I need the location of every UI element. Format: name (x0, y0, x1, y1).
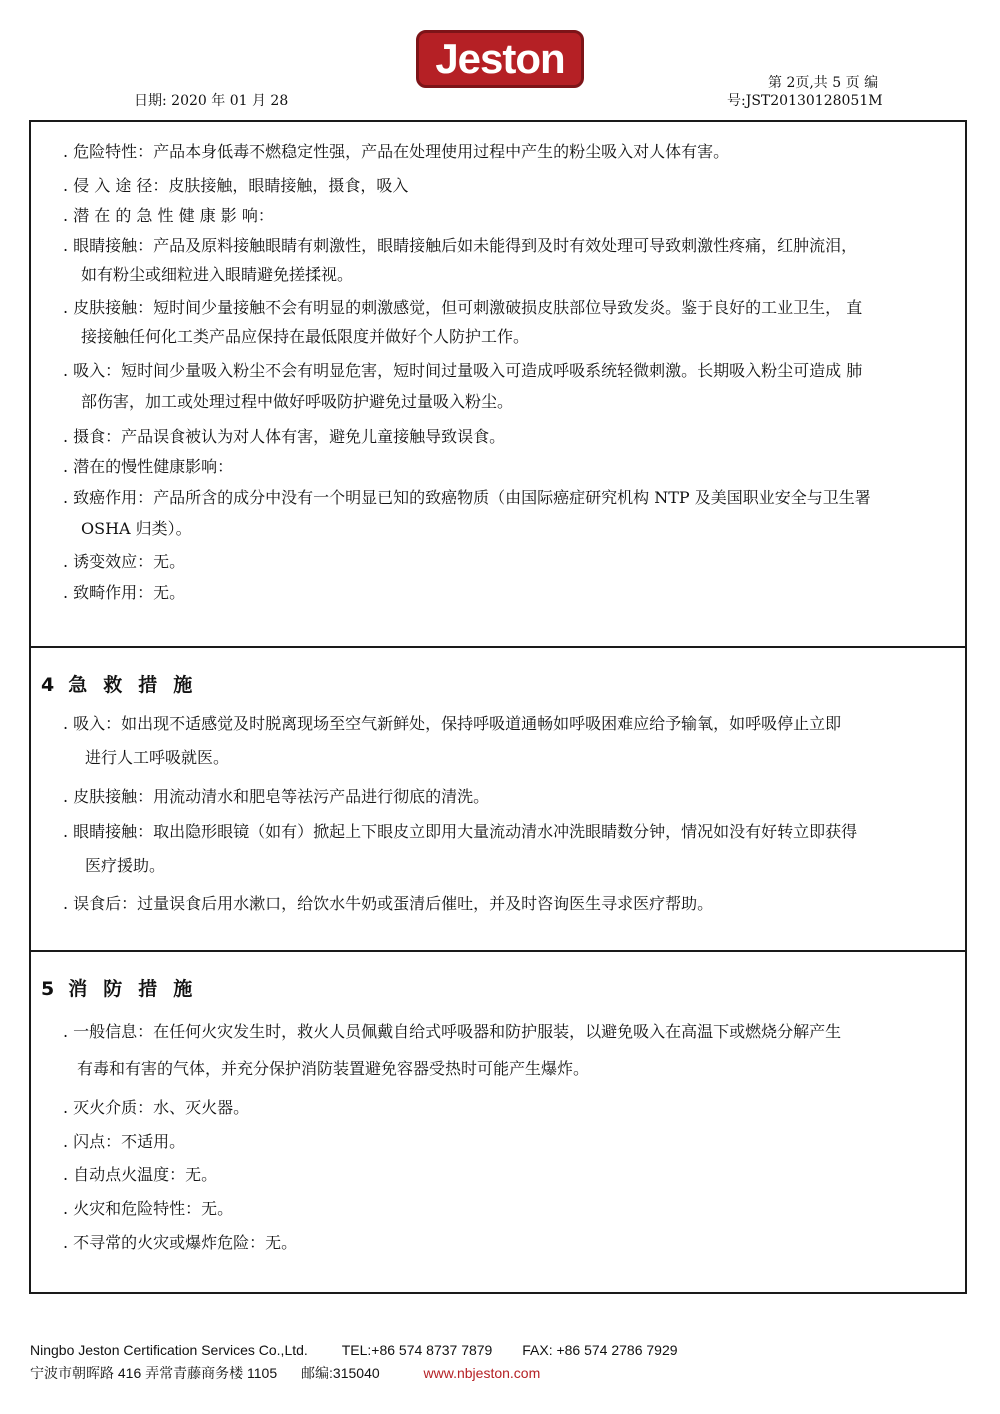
hazard-line: . 摄食：产品误食被认为对人体有害，避免儿童接触导致误食。 (63, 427, 506, 446)
first-aid-line: 医疗援助。 (85, 856, 166, 875)
section-hazards (29, 120, 967, 648)
hazard-line: . 眼睛接触：产品及原料接触眼睛有刺激性，眼睛接触后如未能得到及时有效处理可导致刺激性疼痛，红肿流泪， (63, 236, 858, 255)
section-fire-fighting (29, 950, 967, 1294)
hazard-line: . 致畸作用：无。 (63, 583, 186, 602)
jeston-logo (416, 30, 584, 88)
logo-text: Jeston (435, 35, 565, 82)
hazard-line: . 危险特性：产品本身低毒不燃稳定性强，产品在处理使用过程中产生的粉尘吸入对人体有害。 (63, 142, 730, 161)
section-number: 4 (41, 674, 57, 696)
first-aid-line: . 皮肤接触：用流动清水和肥皂等祛污产品进行彻底的清洗。 (63, 787, 490, 806)
section-number: 5 (41, 978, 57, 1000)
fire-line: . 闪点：不适用。 (63, 1132, 186, 1151)
footer-contact (30, 1342, 678, 1358)
section-heading (41, 670, 208, 697)
hazard-line: OSHA 归类）。 (81, 519, 192, 538)
first-aid-line: . 误食后：过量误食后用水漱口，给饮水牛奶或蛋清后催吐，并及时咨询医生寻求医疗帮助。 (63, 894, 714, 913)
footer-tel: TEL:+86 574 8737 7879 (341, 1342, 493, 1358)
page-indicator: 第 2页,共 5 页 编 (768, 75, 879, 91)
hazard-line: . 诱变效应：无。 (63, 552, 186, 571)
footer-postcode: 邮编:315040 (301, 1365, 380, 1381)
hazard-line: . 致癌作用：产品所含的成分中没有一个明显已知的致癌物质（由国际癌症研究机构 NTP 及美国职业安全与卫生署 (63, 488, 871, 507)
fire-line: . 灭火介质：水、灭火器。 (63, 1098, 250, 1117)
section-heading (41, 974, 208, 1001)
fire-line: . 不寻常的火灾或爆炸危险：无。 (63, 1233, 298, 1252)
footer-website-link[interactable]: www.nbjeston.com (423, 1365, 541, 1381)
hazard-line: . 潜 在 的 急 性 健 康 影 响： (63, 206, 274, 225)
fire-line: . 一般信息：在任何火灾发生时，救火人员佩戴自给式呼吸器和防护服装，以避免吸入在高温下或燃烧分解产生 (63, 1022, 842, 1041)
footer-fax: FAX: +86 574 2786 7929 (522, 1342, 678, 1358)
hazard-line: 部伤害，加工或处理过程中做好呼吸防护避免过量吸入粉尘。 (81, 392, 514, 411)
document-number: 号:JST20130128051M (727, 93, 883, 109)
document-date: 日期: 2020 年 01 月 28 (134, 93, 289, 109)
hazard-line: 接接触任何化工类产品应保持在最低限度并做好个人防护工作。 (81, 327, 530, 346)
hazard-line: . 侵 入 途 径：皮肤接触，眼睛接触，摄食，吸入 (63, 176, 409, 195)
fire-line: 有毒和有害的气体，并充分保护消防装置避免容器受热时可能产生爆炸。 (77, 1059, 590, 1078)
section-title: 消防措施 (68, 978, 209, 1000)
footer-address: 宁波市朝晖路 416 弄常青藤商务楼 1105 (30, 1365, 278, 1381)
footer-company: Ningbo Jeston Certification Services Co.,Ltd. (30, 1342, 308, 1358)
section-first-aid (29, 646, 967, 952)
first-aid-line: . 吸入：如出现不适感觉及时脱离现场至空气新鲜处，保持呼吸道通畅如呼吸困难应给予输氧，如呼吸停止立即 (63, 714, 842, 733)
hazard-line: . 皮肤接触：短时间少量接触不会有明显的刺激感觉，但可刺激破损皮肤部位导致发炎。鉴于良好的工业卫生， 直 (63, 298, 863, 317)
fire-line: . 火灾和危险特性：无。 (63, 1199, 234, 1218)
fire-line: . 自动点火温度：无。 (63, 1165, 218, 1184)
hazard-line: . 吸入：短时间少量吸入粉尘不会有明显危害，短时间过量吸入可造成呼吸系统轻微刺激。长期吸入粉尘可造成 肺 (63, 361, 863, 380)
hazard-line: 如有粉尘或细粒进入眼睛避免搓揉视。 (81, 265, 354, 284)
first-aid-line: . 眼睛接触：取出隐形眼镜（如有）掀起上下眼皮立即用大量流动清水冲洗眼睛数分钟，情况如没有好转立即获得 (63, 822, 858, 841)
hazard-line: . 潜在的慢性健康影响： (63, 457, 234, 476)
first-aid-line: 进行人工呼吸就医。 (85, 748, 230, 767)
section-title: 急救措施 (68, 674, 209, 696)
footer-address-line (30, 1363, 540, 1383)
